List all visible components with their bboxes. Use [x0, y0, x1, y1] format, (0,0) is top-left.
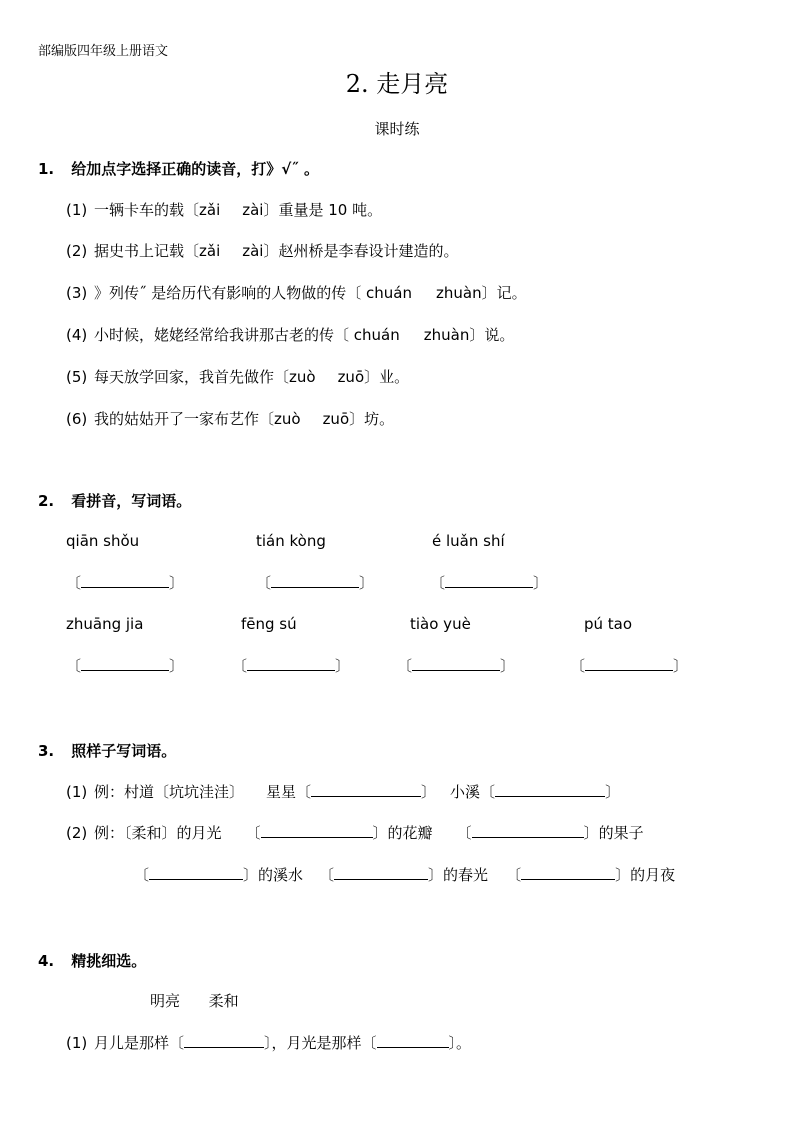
q1-item-1 [66, 199, 382, 220]
answer-blank[interactable] [184, 1033, 264, 1048]
pinyin-qian-shou: qiān shǒu [66, 532, 140, 550]
item-option: zhuàn〕记。 [436, 284, 527, 302]
pinyin-pu-tao: pú tao [584, 615, 633, 633]
q3-item-2: (2) 例：〔柔和〕的月光 〔 〕的花瓣 〔 〕的果子 [66, 824, 644, 842]
pinyin-feng-su: fēng sú [241, 615, 297, 633]
q1-item-2 [66, 240, 458, 261]
item-option: zuō〕业。 [337, 368, 410, 386]
question-4-heading [38, 950, 146, 971]
answer-blank[interactable] [495, 782, 605, 797]
page-title: 2. 走月亮 [345, 70, 449, 98]
q1-item-3 [66, 282, 527, 303]
item-number: (4) [66, 326, 88, 344]
example-text: 例：村道〔坑坑洼洼〕 [94, 783, 245, 801]
question-3-heading [38, 740, 176, 761]
pinyin-tian-kong: tián kòng [256, 532, 326, 550]
item-text: 我的姑姑开了一家布艺作〔zuò [94, 410, 301, 428]
answer-blank[interactable] [261, 823, 373, 838]
answer-box[interactable]: 〔 〕 [570, 657, 689, 675]
word-label: 小溪〔 [450, 783, 496, 801]
answer-blank[interactable] [521, 865, 615, 880]
answer-box[interactable]: 〔 〕 [66, 574, 185, 592]
question-number: 2. [38, 492, 55, 510]
page-subtitle: 课时练 [374, 120, 420, 138]
pinyin-e-luan-shi: é luǎn shí [432, 532, 505, 550]
word-label: 星星〔 [266, 783, 312, 801]
item-number: (2) [66, 242, 88, 260]
question-title: 精挑细选。 [71, 952, 147, 970]
question-title: 给加点字选择正确的读音，打》√˝ 。 [71, 160, 319, 178]
item-number: (1) [66, 1034, 88, 1052]
answer-blank[interactable] [311, 782, 421, 797]
item-text: 》列传˝ 是给历代有影响的人物做的传〔 chuán [94, 284, 412, 302]
q3-item-2-continued: 〔 〕的溪水 〔 〕的春光 〔 〕的月夜 [134, 866, 676, 884]
q3-item-1: (1) 例：村道〔坑坑洼洼〕 星星〔 〕 小溪〔 〕 [66, 783, 621, 801]
answer-box[interactable]: 〔 〕 [256, 574, 375, 592]
q4-item-1: (1) 月儿是那样〔 〕，月光是那样〔 〕。 [66, 1034, 472, 1052]
pinyin-zhuang-jia: zhuāng jia [66, 615, 144, 633]
item-number: (2) [66, 824, 88, 842]
item-text: 据史书上记载〔zǎi [94, 242, 221, 260]
answer-box[interactable]: 〔 〕 [232, 657, 351, 675]
question-title: 照样子写词语。 [71, 742, 177, 760]
answer-blank[interactable] [149, 865, 243, 880]
q1-item-4 [66, 324, 514, 345]
item-text: 小时候，姥姥经常给我讲那古老的传〔 chuán [94, 326, 400, 344]
item-number: (3) [66, 284, 88, 302]
item-option: zài〕重量是 10 吨。 [242, 201, 383, 219]
answer-box[interactable]: 〔 〕 [397, 657, 516, 675]
example-text: 例：〔柔和〕的月光 [94, 824, 222, 842]
document-header: 部编版四年级上册语文 [38, 44, 169, 59]
answer-box[interactable]: 〔 〕 [430, 574, 549, 592]
item-text: 一辆卡车的载〔zǎi [94, 201, 221, 219]
question-number: 1. [38, 160, 55, 178]
item-number: (1) [66, 783, 88, 801]
question-2-heading [38, 490, 191, 511]
pinyin-tiao-yue: tiào yuè [410, 615, 471, 633]
item-option: zuō〕坊。 [322, 410, 395, 428]
item-number: (1) [66, 201, 88, 219]
answer-blank[interactable] [472, 823, 584, 838]
question-1-heading [38, 158, 319, 179]
q1-item-6 [66, 408, 394, 429]
question-number: 4. [38, 952, 55, 970]
item-number: (5) [66, 368, 88, 386]
item-option: zhuàn〕说。 [423, 326, 515, 344]
question-title: 看拼音，写词语。 [71, 492, 192, 510]
item-number: (6) [66, 410, 88, 428]
item-option: zài〕赵州桥是李春设计建造的。 [242, 242, 459, 260]
word-bank: 明亮 柔和 [150, 992, 239, 1010]
item-text: 每天放学回家，我首先做作〔zuò [94, 368, 316, 386]
q1-item-5 [66, 366, 409, 387]
answer-blank[interactable] [377, 1033, 449, 1048]
answer-box[interactable]: 〔 〕 [66, 657, 185, 675]
answer-blank[interactable] [334, 865, 428, 880]
question-number: 3. [38, 742, 55, 760]
